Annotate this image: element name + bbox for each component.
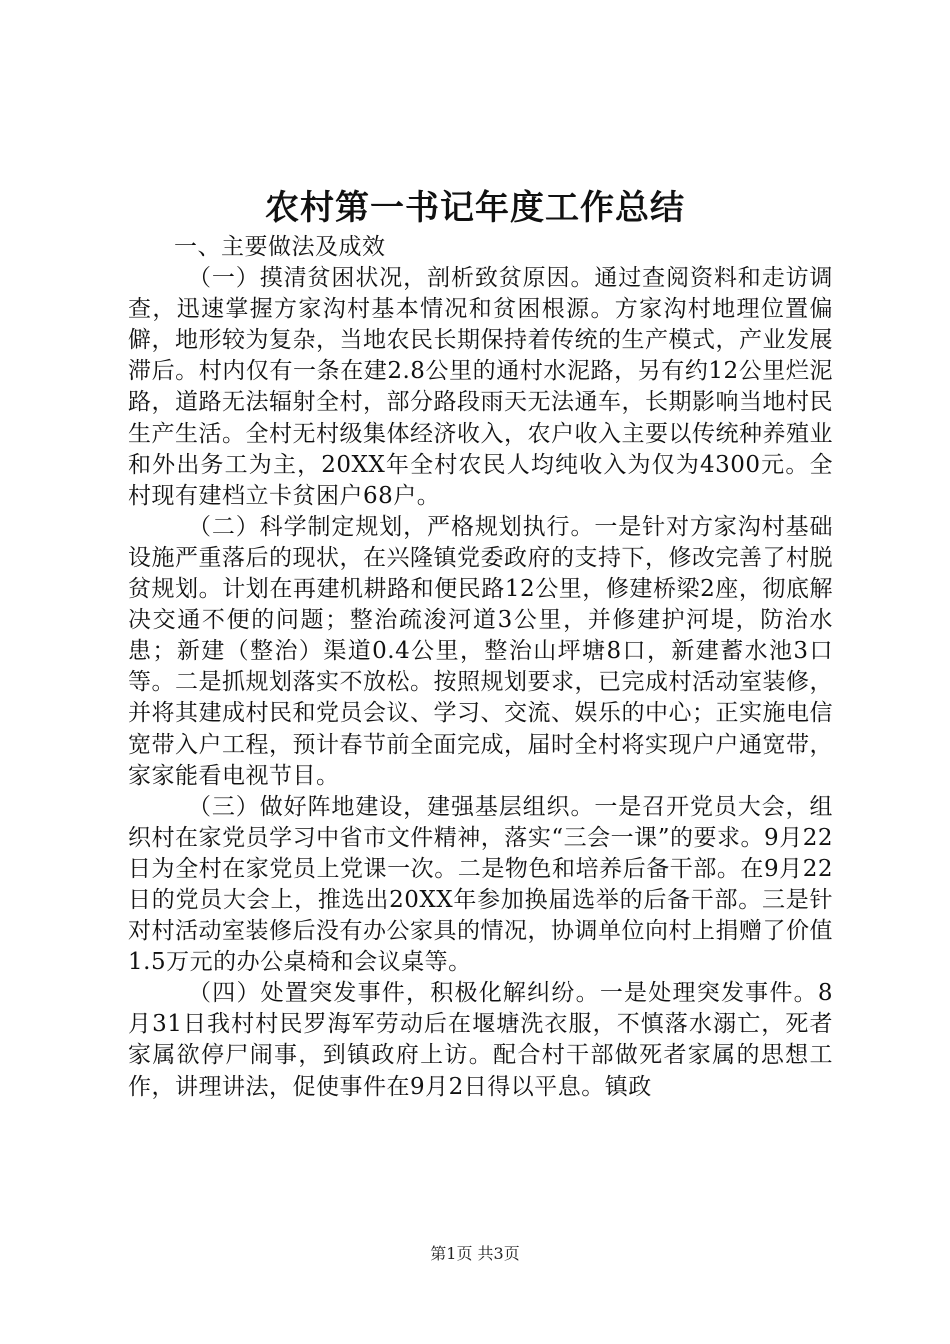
paragraph-3: （三）做好阵地建设，建强基层组织。一是召开党员大会，组织村在家党员学习中省市文件精神，落实“三会一课”的要求。9月22日为全村在家党员上党课一次。二是物色和培养后备干部。在9月22日的党员大会上，推选出20XX年参加换届选举的后备干部。三是针对村活动室装修后没有办公家具的情况，协调单位向村上捐赠了价值1.5万元的办公桌椅和会议桌等。 xyxy=(128,793,833,976)
section-heading: 一、主要做法及成效 xyxy=(174,234,386,260)
paragraph-4: （四）处置突发事件，积极化解纠纷。一是处理突发事件。8月31日我村村民罗海军劳动后在堰塘洗衣服，不慎落水溺亡，死者家属欲停尸闹事，到镇政府上访。配合村干部做死者家属的思想工作，讲理讲法，促使事件在9月2日得以平息。镇政 xyxy=(128,980,833,1100)
paragraph-1: （一）摸清贫困状况，剖析致贫原因。通过查阅资料和走访调查，迅速掌握方家沟村基本情况和贫困根源。方家沟村地理位置偏僻，地形较为复杂，当地农民长期保持着传统的生产模式，产业发展滞后。村内仅有一条在建2.8公里的通村水泥路，另有约12公里烂泥路，道路无法辐射全村，部分路段雨天无法通车，长期影响当地村民生产生活。全村无村级集体经济收入，农户收入主要以传统种养殖业和外出务工为主，20XX年全村农民人均纯收入为仅为4300元。全村现有建档立卡贫困户68户。 xyxy=(128,265,833,509)
paragraph-2: （二）科学制定规划，严格规划执行。一是针对方家沟村基础设施严重落后的现状，在兴隆镇党委政府的支持下，修改完善了村脱贫规划。计划在再建机耕路和便民路12公里，修建桥梁2座，彻底解决交通不便的问题；整治疏浚河道3公里，并修建护河堤，防治水患；新建（整治）渠道0.4公里，整治山坪塘8口，新建蓄水池3口等。二是抓规划落实不放松。按照规划要求，已完成村活动室装修，并将其建成村民和党员会议、学习、交流、娱乐的中心；正实施电信宽带入户工程，预计春节前全面完成，届时全村将实现户户通宽带，家家能看电视节目。 xyxy=(128,513,833,789)
document-body xyxy=(128,232,833,1103)
document-title: 农村第一书记年度工作总结 xyxy=(265,188,685,228)
page-number-footer: 第1页 共3页 xyxy=(430,1244,520,1263)
